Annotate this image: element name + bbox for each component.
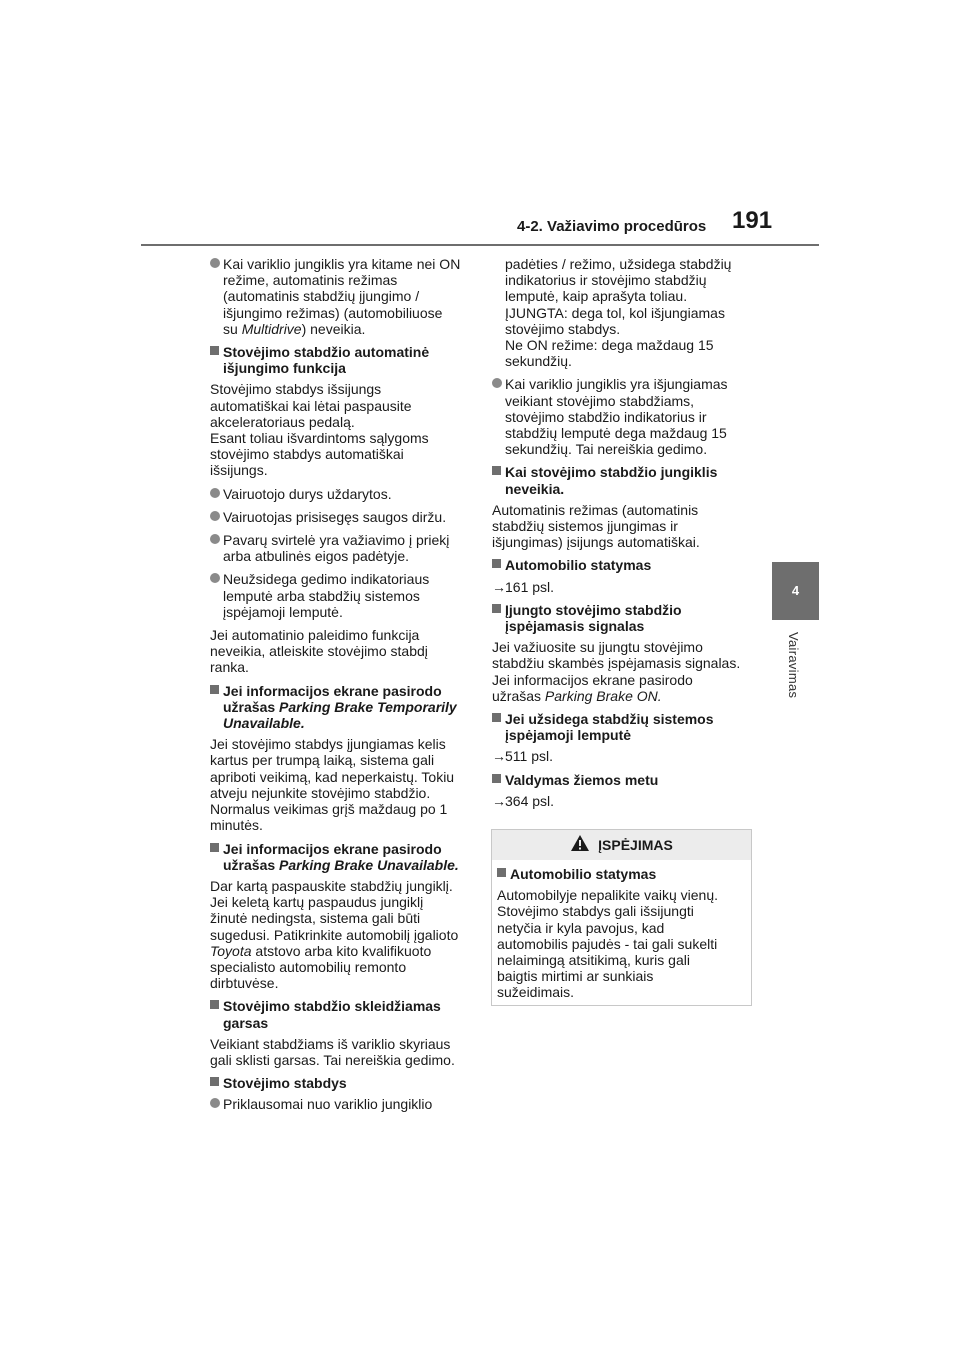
text-line: Automobilio statymas xyxy=(505,557,652,574)
text-line: nelaimingą atsitikimą, kuris gali xyxy=(497,952,690,969)
text-line: Stovėjimo stabdys xyxy=(223,1075,347,1092)
italic-text: Unavailable. xyxy=(223,715,305,732)
paragraph xyxy=(492,502,754,551)
text-line: automobilis pajudės - tai gali sukelti xyxy=(497,935,718,952)
paragraph xyxy=(492,639,754,704)
chapter-tab: 4 xyxy=(772,562,819,620)
text-line: gali sklisti garsas. Tai nereiškia gedimo. xyxy=(210,1051,455,1068)
paragraph xyxy=(210,878,472,991)
page-reference xyxy=(492,748,754,764)
text-line: (automatinis stabdžių įjungimo / xyxy=(223,288,420,305)
warning-triangle-icon xyxy=(570,834,590,855)
text-line: Jei keletą kartų paspaudus jungiklį xyxy=(210,894,424,911)
square-bullet-icon xyxy=(210,843,219,852)
text-line: Stovėjimo stabdžio automatinė xyxy=(223,344,430,361)
italic-text: Toyota xyxy=(210,942,252,959)
text-line: Stovėjimo stabdžio skleidžiamas xyxy=(223,998,441,1015)
text-line: Kai stovėjimo stabdžio jungiklis xyxy=(505,464,718,481)
text-line: kartus per trumpą laiką, sistema gali xyxy=(210,752,435,769)
text-line: stovėjimo stabdys automatiškai xyxy=(210,446,404,463)
square-bullet-icon xyxy=(497,868,506,877)
text-line: Stovėjimo stabdys gali išsijungti xyxy=(497,903,694,920)
text-line: Jei informacijos ekrane pasirodo xyxy=(223,682,442,699)
text-line: išjungimo funkcija xyxy=(223,360,346,377)
section-heading xyxy=(492,711,754,743)
list-item xyxy=(492,376,754,457)
text-line: sužeidimais. xyxy=(497,984,575,1001)
text-line: Vairuotojas prisisegęs saugos diržu. xyxy=(223,508,447,525)
square-bullet-icon xyxy=(492,559,501,568)
section-heading xyxy=(210,841,472,873)
text-line: stovėjimo stabdys. xyxy=(505,320,621,337)
text-line: neveikia, atleiskite stovėjimo stabdį xyxy=(210,643,428,660)
text-line: Automobilyje nepalikite vaikų vienų. xyxy=(497,887,719,904)
text-line: automatiškai kai lėtai paspausite xyxy=(210,397,412,414)
text-line: lemputė arba stabdžių sistemos xyxy=(223,587,420,604)
text-line: baigtis mirtimi ar sunkiais xyxy=(497,968,654,985)
section-heading xyxy=(210,1075,472,1091)
text-line: Jei važiuosite su įjungtu stovėjimo xyxy=(492,639,703,656)
text-line: Jei stovėjimo stabdys įjungiamas kelis xyxy=(210,736,446,753)
text-line: Esant toliau išvardintoms sąlygoms xyxy=(210,430,429,447)
list-item xyxy=(210,1096,472,1112)
square-bullet-icon xyxy=(210,685,219,694)
text-line: Ne ON režime: dega maždaug 15 xyxy=(505,337,714,354)
text-line: Kai variklio jungiklis yra kitame nei ON xyxy=(223,256,461,272)
warning-body xyxy=(492,860,751,1001)
text-line: indikatorius ir stovėjimo stabdžių xyxy=(505,272,707,289)
list-item xyxy=(210,256,472,337)
text-line: Veikiant stabdžiams iš variklio skyriaus xyxy=(210,1035,451,1052)
text-line: specialisto automobilių remonto xyxy=(210,958,407,975)
reference-text: 511 psl. xyxy=(505,748,553,765)
text-line: Automatinis režimas (automatinis xyxy=(492,501,699,518)
italic-text: Parking Brake ON. xyxy=(544,687,662,704)
paragraph xyxy=(210,627,472,676)
arrow-right-icon: → xyxy=(492,748,506,765)
text-line: Toyota atstovo arba kito kvalifikuoto xyxy=(210,942,432,959)
arrow-right-icon: → xyxy=(492,792,506,809)
arrow-right-icon: → xyxy=(492,578,506,595)
text-line: atveju nejunkite stovėjimo stabdžio. xyxy=(210,784,431,801)
text-line: užrašas Parking Brake ON. xyxy=(492,687,662,704)
text-line: užrašas Parking Brake Temporarily xyxy=(223,698,457,715)
square-bullet-icon xyxy=(492,774,501,783)
round-bullet-icon xyxy=(210,511,220,521)
text-line: išjungimas) įsijungs automatiškai. xyxy=(492,534,700,551)
text-line: padėties / režimo, užsidega stabdžių xyxy=(505,256,732,272)
list-item-continuation xyxy=(492,256,754,369)
text-line: Vairuotojo durys uždarytos. xyxy=(223,485,392,502)
section-heading xyxy=(210,344,472,376)
text-line xyxy=(223,715,472,731)
text-line: apriboti veikimą, kad neperkaistų. Tokiu xyxy=(210,768,455,785)
text-line: Įjungto stovėjimo stabdžio xyxy=(505,601,682,618)
square-bullet-icon xyxy=(492,466,501,475)
text-line: minutės. xyxy=(210,817,263,834)
round-bullet-icon xyxy=(210,534,220,544)
text-line: Valdymas žiemos metu xyxy=(505,771,659,788)
text-line: Jei informacijos ekrane pasirodo xyxy=(492,671,693,688)
reference-text: 364 psl. xyxy=(505,792,555,809)
italic-text: Parking Brake Temporarily xyxy=(279,698,457,715)
text-line: Dar kartą paspauskite stabdžių jungiklį. xyxy=(210,877,453,894)
paragraph xyxy=(210,381,472,478)
warning-heading: Automobilio statymas xyxy=(497,866,746,882)
paragraph xyxy=(210,736,472,833)
text-line: akceleratoriaus pedalą. xyxy=(210,413,355,430)
italic-text: Parking Brake Unavailable. xyxy=(279,856,459,873)
text-line: lemputė, kaip aprašyta toliau. xyxy=(505,288,688,305)
right-column xyxy=(492,256,754,816)
text-line: įspėjamoji lemputė. xyxy=(223,603,343,620)
paragraph xyxy=(210,1036,472,1068)
warning-box xyxy=(491,829,752,1006)
text-line: Kai variklio jungiklis yra išjungiamas xyxy=(505,376,728,393)
text-line: garsas xyxy=(223,1014,269,1031)
text-line: veikiant stovėjimo stabdžiams, xyxy=(505,392,695,409)
page-reference xyxy=(492,579,754,595)
header-divider xyxy=(141,244,819,246)
section-heading xyxy=(492,602,754,634)
text-line: žinutė nedingsta, sistema gali būti xyxy=(210,910,421,927)
list-item xyxy=(210,532,472,564)
page-reference xyxy=(492,793,754,809)
list-item xyxy=(210,571,472,620)
text-line: stabdžiu skambės įspėjamasis signalas. xyxy=(492,655,741,672)
square-bullet-icon xyxy=(492,604,501,613)
text-line: arba atbulinės eigos padėtyje. xyxy=(223,548,410,565)
text-line: sekundžių. Tai nereiškia gedimo. xyxy=(505,441,708,458)
text-line: stovėjimo stabdžio indikatorius ir xyxy=(505,408,707,425)
text-line: sugedusi. Patikrinkite automobilį įgalioto xyxy=(210,926,459,943)
round-bullet-icon xyxy=(210,573,220,583)
warning-text xyxy=(497,887,746,1000)
text-line: ranka. xyxy=(210,659,249,676)
text-line: Priklausomai nuo variklio jungiklio xyxy=(223,1096,433,1113)
text-line: išjungimo režimas) (automobiliuose xyxy=(223,304,443,321)
text-line: neveikia. xyxy=(505,480,565,497)
text-line: Neužsidega gedimo indikatoriaus xyxy=(223,571,430,588)
list-item xyxy=(210,509,472,525)
text-line: išsijungs. xyxy=(210,462,268,479)
section-heading xyxy=(492,557,754,573)
text-line: netyčia ir kyla pavojus, kad xyxy=(497,919,665,936)
text-line: režime, automatinis režimas xyxy=(223,272,398,289)
italic-text: Multidrive xyxy=(241,320,302,337)
round-bullet-icon xyxy=(210,488,220,498)
text-line: sekundžių. xyxy=(505,353,572,370)
reference-text: 161 psl. xyxy=(505,578,555,595)
left-column xyxy=(210,256,472,1120)
text-line: užrašas Parking Brake Unavailable. xyxy=(223,856,459,873)
text-line: ĮJUNGTA: dega tol, kol išjungiamas xyxy=(505,304,725,321)
section-heading xyxy=(492,464,754,496)
text-line: stabdžių lemputė dega maždaug 15 xyxy=(505,425,727,442)
text-line: Jei užsidega stabdžių sistemos xyxy=(505,711,714,728)
square-bullet-icon xyxy=(210,1077,219,1086)
round-bullet-icon xyxy=(492,378,502,388)
section-heading xyxy=(210,998,472,1030)
round-bullet-icon xyxy=(210,258,220,268)
text-line: Stovėjimo stabdys išsijungs xyxy=(210,381,382,398)
section-heading xyxy=(492,772,754,788)
text-line: Jei automatinio paleidimo funkcija xyxy=(210,627,420,644)
text-line: įspėjamasis signalas xyxy=(505,618,645,635)
round-bullet-icon xyxy=(210,1098,220,1108)
square-bullet-icon xyxy=(210,1000,219,1009)
text-line: dirbtuvėse. xyxy=(210,975,279,992)
list-item xyxy=(210,486,472,502)
square-bullet-icon xyxy=(492,713,501,722)
text-line: įspėjamoji lemputė xyxy=(505,727,632,744)
warning-header xyxy=(492,830,751,860)
text-line: Pavarų svirtelė yra važiavimo į priekį xyxy=(223,532,450,549)
section-heading xyxy=(210,683,472,732)
square-bullet-icon xyxy=(210,346,219,355)
text-line: su Multidrive) neveikia. xyxy=(223,320,366,337)
chapter-title: Vairavimas xyxy=(786,632,802,699)
text-line: stabdžių sistemos įjungimas ir xyxy=(492,518,678,535)
text-line: Normalus veikimas grįš maždaug po 1 xyxy=(210,801,448,818)
page-number: 191 xyxy=(732,207,773,234)
text-line: Jei informacijos ekrane pasirodo xyxy=(223,840,442,857)
section-title: 4-2. Važiavimo procedūros xyxy=(517,218,707,235)
warning-title: ĮSPĖJIMAS xyxy=(598,836,673,853)
